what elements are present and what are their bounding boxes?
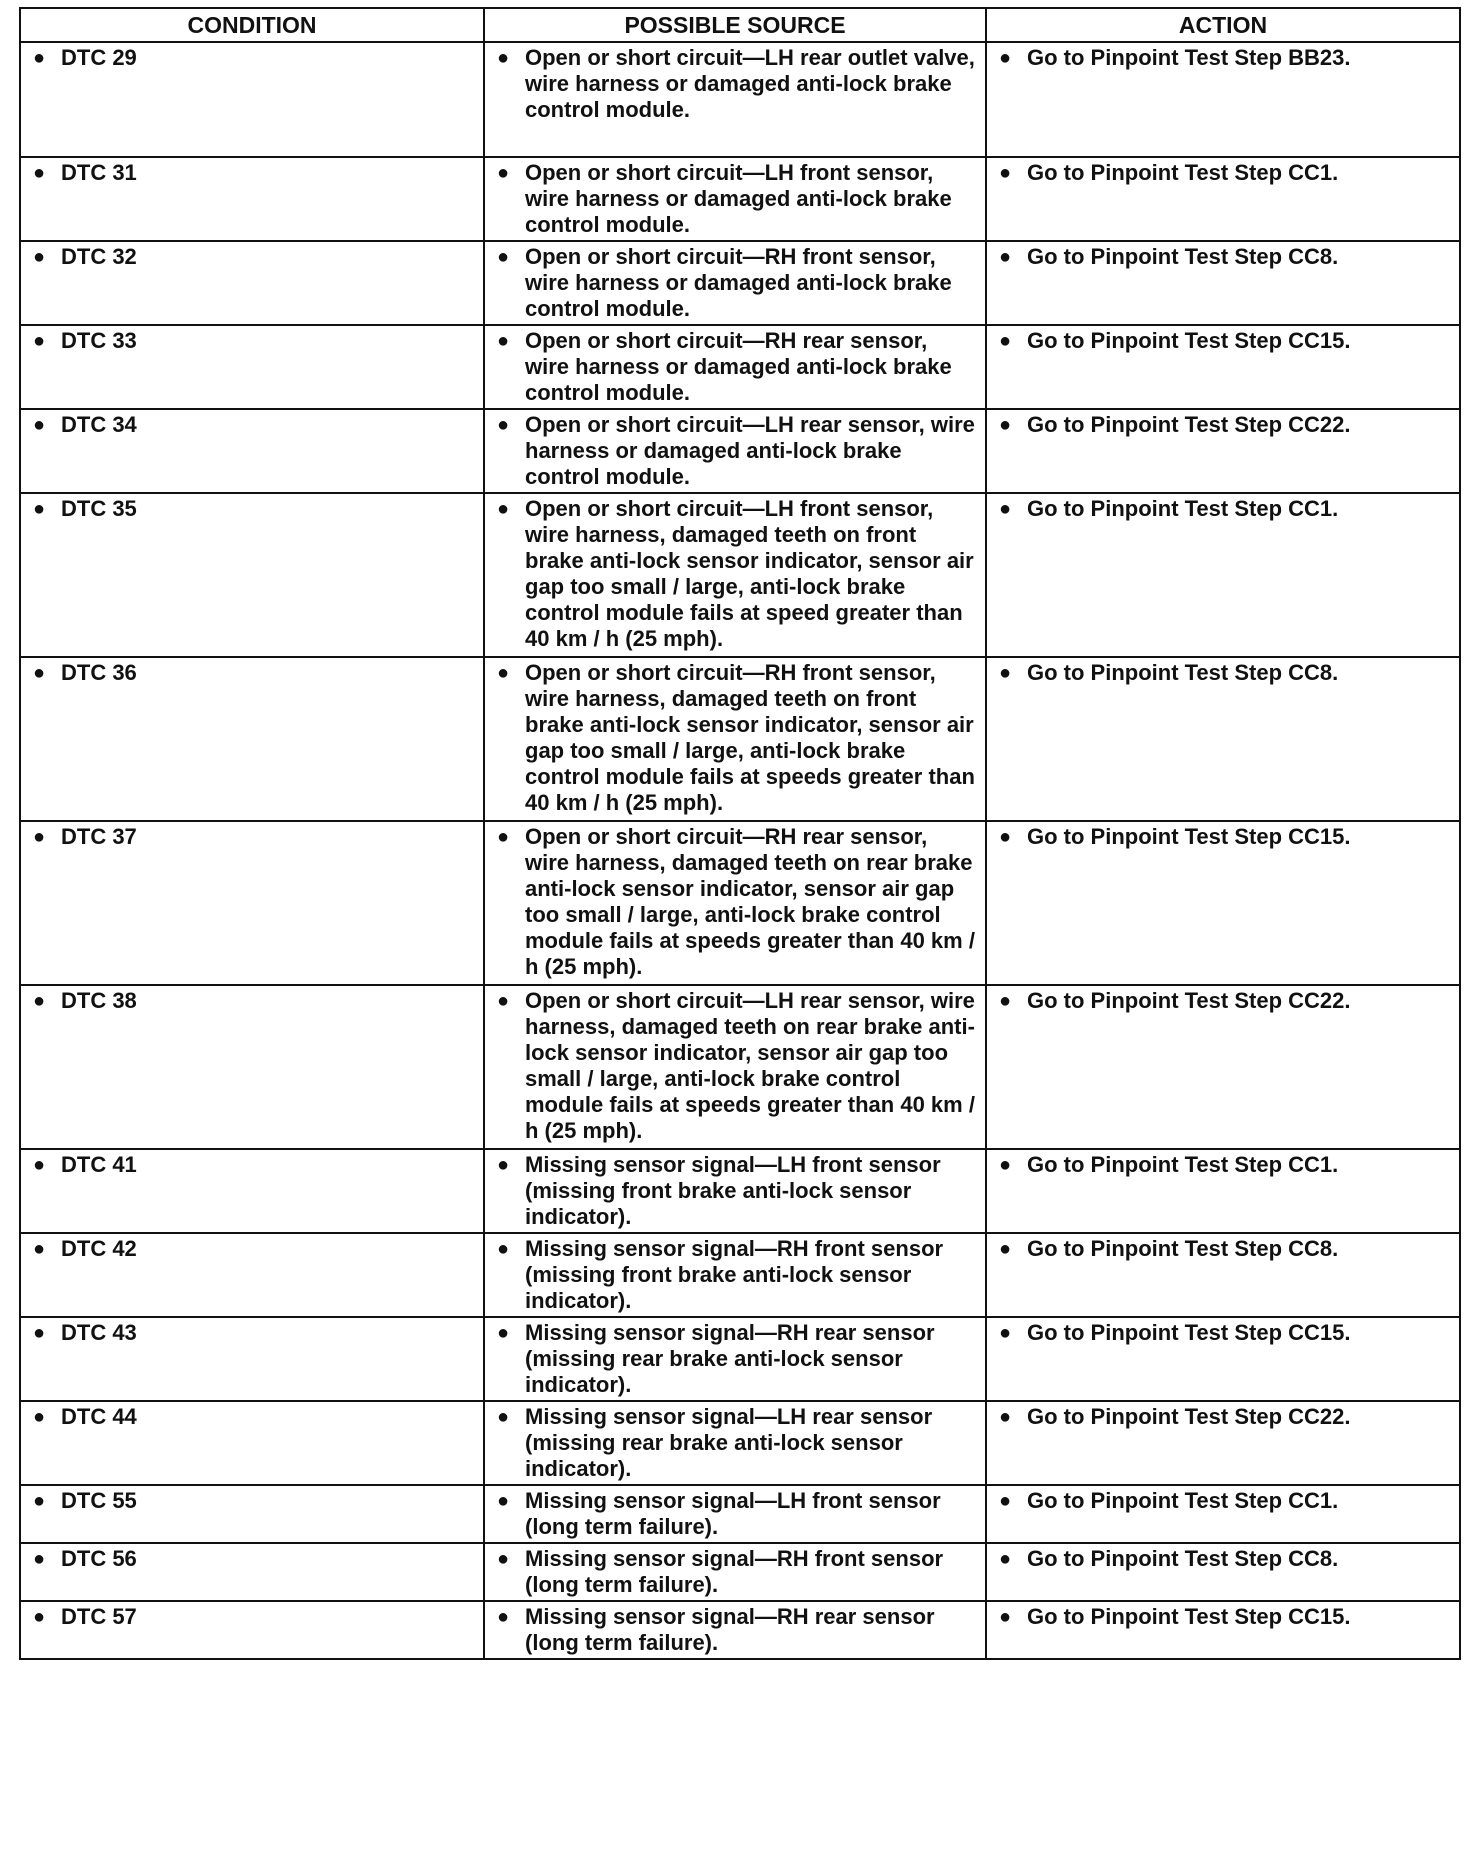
bullet-icon: ●	[497, 1322, 510, 1344]
source-text: Missing sensor signal—RH front sensor (missing front brake anti-lock sensor indicator).	[525, 1236, 944, 1313]
table-row	[20, 1485, 1460, 1543]
table-cell-source	[484, 1317, 986, 1401]
table-cell-source	[484, 1543, 986, 1601]
bullet-icon: ●	[999, 162, 1012, 184]
bullet-icon: ●	[497, 162, 510, 184]
condition-text: DTC 35	[61, 496, 137, 521]
table-cell-condition	[20, 657, 484, 821]
bullet-item	[997, 1404, 1449, 1430]
table-cell-action	[986, 1485, 1460, 1543]
bullet-icon: ●	[33, 1238, 46, 1260]
bullet-item	[495, 496, 975, 652]
table-cell-condition	[20, 1543, 484, 1601]
bullet-icon: ●	[497, 330, 510, 352]
header-possible-source: POSSIBLE SOURCE	[484, 8, 986, 42]
table-cell-condition	[20, 42, 484, 157]
table-cell-condition	[20, 493, 484, 657]
condition-text: DTC 33	[61, 328, 137, 353]
bullet-icon: ●	[497, 662, 510, 684]
bullet-item	[997, 328, 1449, 354]
source-text: Open or short circuit—RH front sensor, wire harness or damaged anti-lock brake control module.	[525, 244, 952, 321]
condition-text: DTC 41	[61, 1152, 137, 1177]
bullet-item	[31, 1604, 473, 1630]
action-text: Go to Pinpoint Test Step CC8.	[1027, 1546, 1339, 1571]
action-text: Go to Pinpoint Test Step CC8.	[1027, 1236, 1339, 1261]
table-cell-source	[484, 821, 986, 985]
table-cell-source	[484, 985, 986, 1149]
table-row	[20, 821, 1460, 985]
bullet-icon: ●	[33, 662, 46, 684]
bullet-icon: ●	[33, 990, 46, 1012]
table-cell-source	[484, 1401, 986, 1485]
source-text: Open or short circuit—LH front sensor, wire harness or damaged anti-lock brake control module.	[525, 160, 952, 237]
bullet-item	[495, 1546, 975, 1598]
condition-text: DTC 38	[61, 988, 137, 1013]
bullet-icon: ●	[33, 826, 46, 848]
table-cell-source	[484, 493, 986, 657]
bullet-item	[997, 1320, 1449, 1346]
bullet-icon: ●	[999, 1490, 1012, 1512]
table-cell-condition	[20, 1149, 484, 1233]
bullet-item	[997, 1546, 1449, 1572]
bullet-icon: ●	[999, 990, 1012, 1012]
bullet-item	[997, 1152, 1449, 1178]
bullet-item	[997, 160, 1449, 186]
source-text: Missing sensor signal—RH rear sensor (long term failure).	[525, 1604, 935, 1655]
table-cell-source	[484, 325, 986, 409]
bullet-item	[997, 824, 1449, 850]
source-text: Missing sensor signal—LH front sensor (long term failure).	[525, 1488, 941, 1539]
table-cell-action	[986, 1401, 1460, 1485]
bullet-icon: ●	[497, 1490, 510, 1512]
table-cell-condition	[20, 1485, 484, 1543]
bullet-icon: ●	[33, 162, 46, 184]
table-cell-source	[484, 1485, 986, 1543]
table-cell-source	[484, 241, 986, 325]
bullet-icon: ●	[33, 330, 46, 352]
action-text: Go to Pinpoint Test Step CC1.	[1027, 496, 1339, 521]
table-cell-action	[986, 657, 1460, 821]
source-text: Open or short circuit—LH rear outlet valve, wire harness or damaged anti-lock brake control module.	[525, 45, 975, 122]
condition-text: DTC 29	[61, 45, 137, 70]
bullet-item	[31, 1236, 473, 1262]
source-text: Open or short circuit—LH front sensor, wire harness, damaged teeth on front brake anti-lock sensor indicator, sensor air gap too small / large, anti-lock brake control module fails at speed greater than 40 km / h (25 mph).	[525, 496, 974, 651]
action-text: Go to Pinpoint Test Step CC22.	[1027, 1404, 1351, 1429]
action-text: Go to Pinpoint Test Step CC22.	[1027, 412, 1351, 437]
bullet-icon: ●	[999, 246, 1012, 268]
bullet-icon: ●	[497, 1154, 510, 1176]
source-text: Open or short circuit—RH front sensor, wire harness, damaged teeth on front brake anti-lock sensor indicator, sensor air gap too small / large, anti-lock brake control module fails at speeds greater than 40 km / h (25 mph).	[525, 660, 975, 815]
table-row	[20, 325, 1460, 409]
table-row	[20, 1149, 1460, 1233]
bullet-item	[997, 412, 1449, 438]
bullet-item	[495, 412, 975, 490]
table-cell-action	[986, 42, 1460, 157]
bullet-item	[495, 1152, 975, 1230]
bullet-item	[31, 1546, 473, 1572]
table-row	[20, 1317, 1460, 1401]
table-cell-action	[986, 1233, 1460, 1317]
bullet-icon: ●	[497, 1606, 510, 1628]
table-cell-source	[484, 1233, 986, 1317]
bullet-icon: ●	[33, 414, 46, 436]
action-text: Go to Pinpoint Test Step CC22.	[1027, 988, 1351, 1013]
table-cell-action	[986, 821, 1460, 985]
action-text: Go to Pinpoint Test Step CC1.	[1027, 160, 1339, 185]
bullet-icon: ●	[33, 1606, 46, 1628]
action-text: Go to Pinpoint Test Step CC1.	[1027, 1152, 1339, 1177]
bullet-item	[31, 660, 473, 686]
action-text: Go to Pinpoint Test Step CC8.	[1027, 244, 1339, 269]
condition-text: DTC 43	[61, 1320, 137, 1345]
bullet-item	[495, 660, 975, 816]
condition-text: DTC 57	[61, 1604, 137, 1629]
table-cell-condition	[20, 1233, 484, 1317]
table-cell-action	[986, 241, 1460, 325]
action-text: Go to Pinpoint Test Step BB23.	[1027, 45, 1351, 70]
bullet-item	[495, 824, 975, 980]
bullet-item	[997, 1236, 1449, 1262]
bullet-icon: ●	[497, 498, 510, 520]
bullet-icon: ●	[33, 1322, 46, 1344]
bullet-icon: ●	[33, 1490, 46, 1512]
bullet-item	[997, 660, 1449, 686]
table-cell-action	[986, 985, 1460, 1149]
bullet-icon: ●	[999, 826, 1012, 848]
condition-text: DTC 32	[61, 244, 137, 269]
table-cell-action	[986, 325, 1460, 409]
table-cell-condition	[20, 1601, 484, 1659]
diagnostic-table	[19, 7, 1461, 1660]
bullet-item	[495, 45, 975, 123]
table-cell-action	[986, 1601, 1460, 1659]
table-cell-source	[484, 157, 986, 241]
bullet-icon: ●	[497, 246, 510, 268]
bullet-item	[997, 496, 1449, 522]
bullet-icon: ●	[497, 1406, 510, 1428]
bullet-icon: ●	[33, 47, 46, 69]
table-cell-condition	[20, 325, 484, 409]
bullet-icon: ●	[33, 1548, 46, 1570]
table-cell-source	[484, 657, 986, 821]
table-cell-source	[484, 409, 986, 493]
bullet-icon: ●	[33, 498, 46, 520]
table-row	[20, 985, 1460, 1149]
table-row	[20, 157, 1460, 241]
bullet-item	[997, 988, 1449, 1014]
table-cell-condition	[20, 1401, 484, 1485]
bullet-item	[31, 244, 473, 270]
bullet-icon: ●	[497, 990, 510, 1012]
condition-text: DTC 44	[61, 1404, 137, 1429]
table-cell-condition	[20, 157, 484, 241]
table-row	[20, 1233, 1460, 1317]
bullet-item	[495, 160, 975, 238]
table-cell-action	[986, 493, 1460, 657]
condition-text: DTC 55	[61, 1488, 137, 1513]
source-text: Open or short circuit—LH rear sensor, wire harness, damaged teeth on rear brake anti-lock sensor indicator, sensor air gap too small / large, anti-lock brake control module fails at speeds greater than 40 km / h (25 mph).	[525, 988, 975, 1143]
bullet-item	[31, 1152, 473, 1178]
bullet-item	[495, 988, 975, 1144]
table-row	[20, 42, 1460, 157]
bullet-item	[997, 244, 1449, 270]
bullet-icon: ●	[999, 1154, 1012, 1176]
table-cell-source	[484, 42, 986, 157]
bullet-icon: ●	[999, 1548, 1012, 1570]
action-text: Go to Pinpoint Test Step CC8.	[1027, 660, 1339, 685]
table-row	[20, 241, 1460, 325]
table-cell-action	[986, 1149, 1460, 1233]
source-text: Open or short circuit—RH rear sensor, wire harness or damaged anti-lock brake control module.	[525, 328, 952, 405]
action-text: Go to Pinpoint Test Step CC15.	[1027, 328, 1351, 353]
action-text: Go to Pinpoint Test Step CC15.	[1027, 1604, 1351, 1629]
condition-text: DTC 31	[61, 160, 137, 185]
table-cell-source	[484, 1601, 986, 1659]
condition-text: DTC 36	[61, 660, 137, 685]
table-row	[20, 1543, 1460, 1601]
condition-text: DTC 34	[61, 412, 137, 437]
bullet-item	[31, 45, 473, 71]
bullet-icon: ●	[999, 1606, 1012, 1628]
condition-text: DTC 56	[61, 1546, 137, 1571]
bullet-icon: ●	[999, 1238, 1012, 1260]
bullet-item	[31, 328, 473, 354]
header-action: ACTION	[986, 8, 1460, 42]
table-cell-action	[986, 1543, 1460, 1601]
header-row	[20, 8, 1460, 42]
bullet-item	[997, 45, 1449, 71]
action-text: Go to Pinpoint Test Step CC15.	[1027, 824, 1351, 849]
bullet-item	[495, 1404, 975, 1482]
bullet-icon: ●	[999, 330, 1012, 352]
bullet-item	[495, 1236, 975, 1314]
bullet-item	[31, 496, 473, 522]
bullet-icon: ●	[33, 246, 46, 268]
header-condition: CONDITION	[20, 8, 484, 42]
source-text: Missing sensor signal—RH front sensor (long term failure).	[525, 1546, 944, 1597]
bullet-icon: ●	[999, 47, 1012, 69]
bullet-icon: ●	[497, 414, 510, 436]
source-text: Missing sensor signal—RH rear sensor (missing rear brake anti-lock sensor indicator).	[525, 1320, 935, 1397]
bullet-item	[31, 412, 473, 438]
bullet-item	[495, 1320, 975, 1398]
bullet-icon: ●	[497, 1548, 510, 1570]
table-cell-action	[986, 157, 1460, 241]
table-cell-condition	[20, 241, 484, 325]
action-text: Go to Pinpoint Test Step CC15.	[1027, 1320, 1351, 1345]
table-row	[20, 1601, 1460, 1659]
bullet-item	[495, 1604, 975, 1656]
bullet-icon: ●	[33, 1154, 46, 1176]
table-row	[20, 657, 1460, 821]
bullet-icon: ●	[999, 498, 1012, 520]
bullet-icon: ●	[999, 1406, 1012, 1428]
bullet-icon: ●	[999, 1322, 1012, 1344]
source-text: Open or short circuit—LH rear sensor, wire harness or damaged anti-lock brake control module.	[525, 412, 975, 489]
bullet-item	[495, 1488, 975, 1540]
bullet-item	[31, 1488, 473, 1514]
bullet-icon: ●	[497, 826, 510, 848]
bullet-icon: ●	[497, 1238, 510, 1260]
condition-text: DTC 42	[61, 1236, 137, 1261]
source-text: Missing sensor signal—LH front sensor (missing front brake anti-lock sensor indicator).	[525, 1152, 941, 1229]
bullet-item	[997, 1604, 1449, 1630]
table-cell-action	[986, 1317, 1460, 1401]
bullet-item	[31, 1320, 473, 1346]
table-row	[20, 493, 1460, 657]
bullet-icon: ●	[33, 1406, 46, 1428]
bullet-icon: ●	[999, 662, 1012, 684]
table-cell-condition	[20, 985, 484, 1149]
table-cell-condition	[20, 821, 484, 985]
table-cell-condition	[20, 1317, 484, 1401]
action-text: Go to Pinpoint Test Step CC1.	[1027, 1488, 1339, 1513]
bullet-item	[31, 824, 473, 850]
bullet-item	[31, 160, 473, 186]
bullet-item	[31, 1404, 473, 1430]
table-body	[20, 42, 1460, 1659]
source-text: Open or short circuit—RH rear sensor, wire harness, damaged teeth on rear brake anti-lock sensor indicator, sensor air gap too small / large, anti-lock brake control module fails at speeds greater than 40 km / h (25 mph).	[525, 824, 975, 979]
table-row	[20, 409, 1460, 493]
bullet-item	[997, 1488, 1449, 1514]
bullet-icon: ●	[497, 47, 510, 69]
table-cell-condition	[20, 409, 484, 493]
bullet-item	[31, 988, 473, 1014]
bullet-item	[495, 328, 975, 406]
bullet-icon: ●	[999, 414, 1012, 436]
table-cell-action	[986, 409, 1460, 493]
table-cell-source	[484, 1149, 986, 1233]
table-row	[20, 1401, 1460, 1485]
condition-text: DTC 37	[61, 824, 137, 849]
bullet-item	[495, 244, 975, 322]
source-text: Missing sensor signal—LH rear sensor (missing rear brake anti-lock sensor indicator).	[525, 1404, 933, 1481]
